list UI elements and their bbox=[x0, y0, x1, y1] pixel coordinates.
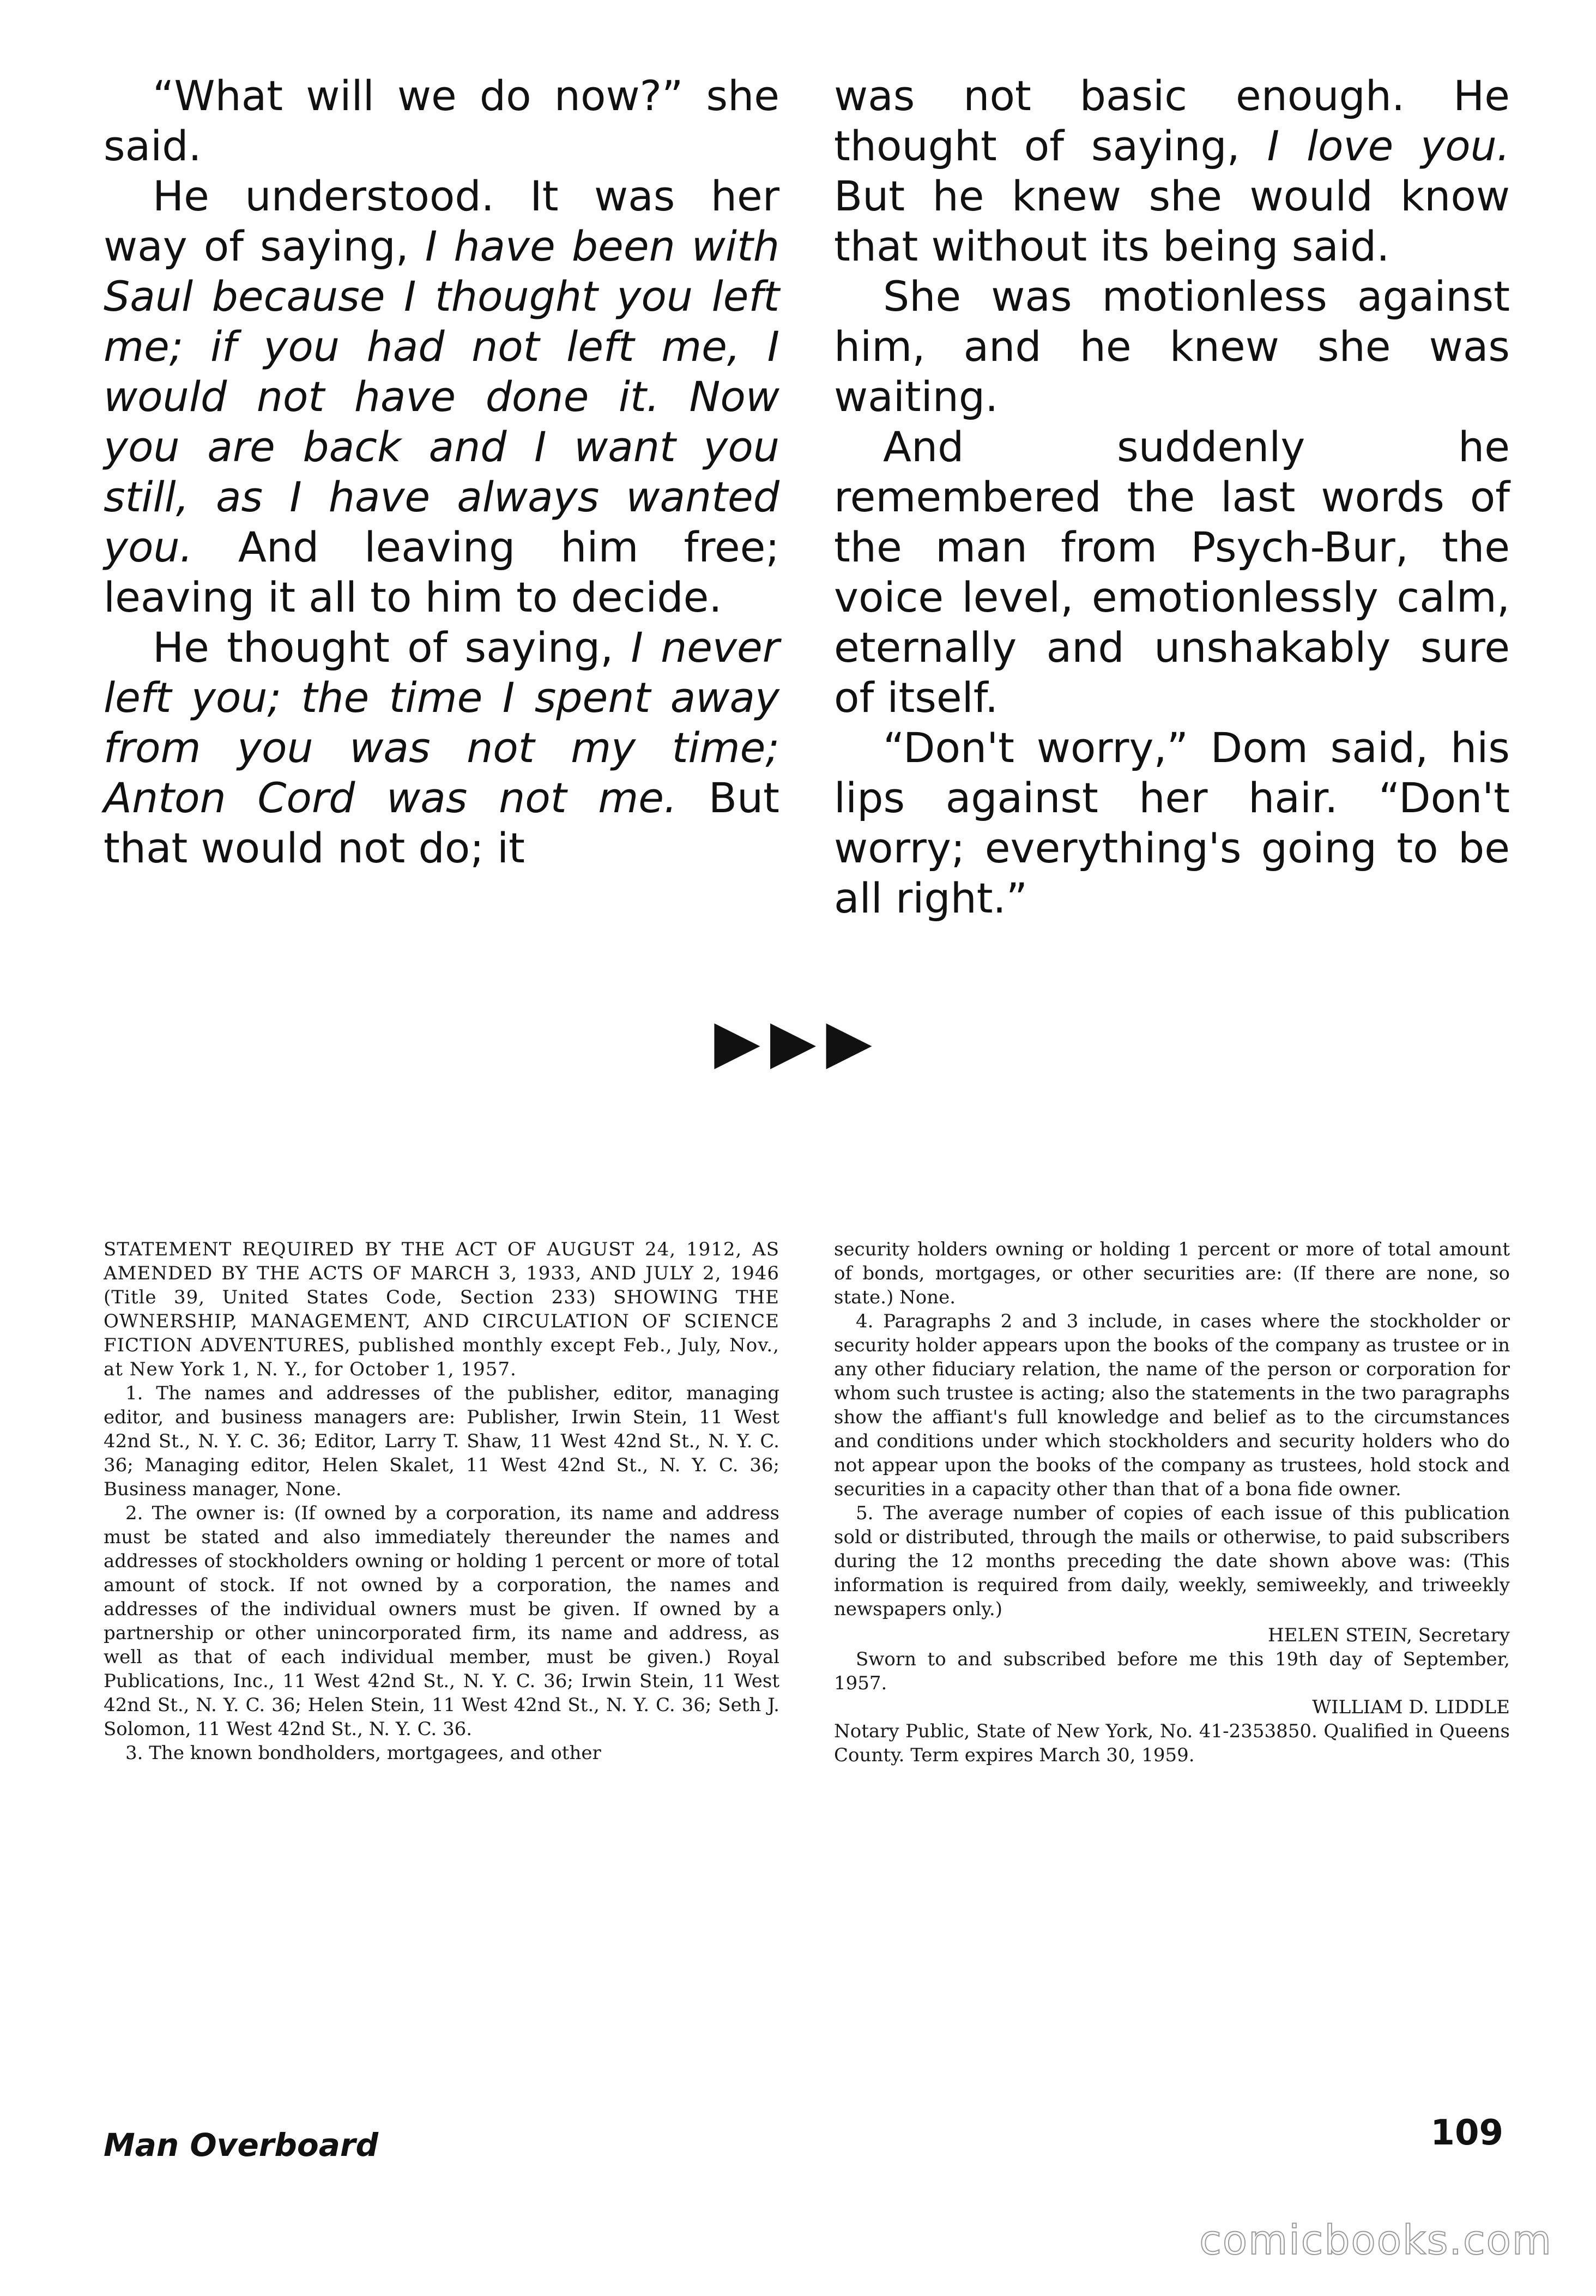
story-italic-text: I never left you; the time I spent away from you was not my time; Anton Cord was not me. bbox=[104, 623, 780, 822]
story-right-column bbox=[834, 71, 1510, 923]
story-text-run: And suddenly he remembered the last words of the man from Psych-Bur, the voice level, emotionlessly calm, eternally and unshakably sure of itself. bbox=[834, 422, 1510, 722]
story-text-run: But that would not do; it bbox=[104, 774, 779, 872]
section-divider-arrows: ▶▶▶ bbox=[714, 1006, 882, 1076]
story-text-run: She was motionless against him, and he knew she was waiting. bbox=[834, 272, 1510, 421]
running-title: Man Overboard bbox=[104, 2126, 379, 2164]
story-paragraph bbox=[104, 171, 779, 623]
statement-paragraph: STATEMENT REQUIRED BY THE ACT OF AUGUST 24, 1912, AS AMENDED BY THE ACTS OF MARCH 3, 1933, AND JULY 2, 1946 (Title 39, United States Code, Section 233) SHOWING THE OWNERSHIP, MANAGEMENT, AND CIRCULATION OF SCIENCE FICTION ADVENTURES, published monthly except Feb., July, Nov., at New York 1, N. Y., for October 1, 1957. bbox=[104, 1238, 779, 1380]
story-paragraph bbox=[834, 71, 1510, 271]
story-paragraph bbox=[104, 71, 779, 171]
story-text bbox=[104, 71, 1510, 923]
story-paragraph bbox=[834, 422, 1510, 723]
statement-paragraph: 2. The owner is: (If owned by a corporation, its name and address must be stated and also immediately thereunder the names and addresses of stockholders owning or holding 1 percent or more of total amount of stock. If not owned by a corporation, the names and addresses of the individual owners must be given. If owned by a partnership or other unincorporated firm, its name and address, as well as that of each individual member, must be given.) Royal Publications, Inc., 11 West 42nd St., N. Y. C. 36; Irwin Stein, 11 West 42nd St., N. Y. C. 36; Helen Stein, 11 West 42nd St., N. Y. C. 36; Seth J. Solomon, 11 West 42nd St., N. Y. C. 36. bbox=[104, 1502, 779, 1740]
statement-paragraph: 1. The names and addresses of the publisher, editor, managing editor, and business managers are: Publisher, Irwin Stein, 11 West 42nd St., N. Y. C. 36; Editor, Larry T. Shaw, 11 West 42nd St., N. Y. C. 36; Managing editor, Helen Skalet, 11 West 42nd St., N. Y. C. 36; Business manager, None. bbox=[104, 1382, 779, 1500]
statement-left-column bbox=[104, 1237, 779, 1767]
story-text-run: “What will we do now?” she said. bbox=[104, 71, 779, 170]
story-paragraph bbox=[834, 723, 1510, 923]
statement-paragraph: Notary Public, State of New York, No. 41-2353850. Qualified in Queens County. Term expires March 30, 1959. bbox=[834, 1720, 1510, 1766]
story-text-run: He thought of saying, bbox=[153, 623, 631, 672]
story-italic-text: I love you. bbox=[1267, 122, 1510, 170]
statement-signature: WILLIAM D. LIDDLE bbox=[1312, 1696, 1510, 1718]
statement-right-column bbox=[834, 1237, 1510, 1767]
story-text-run: And leaving him free; leaving it all to him to decide. bbox=[104, 523, 779, 621]
page-number: 109 bbox=[1430, 2113, 1503, 2153]
story-paragraph bbox=[104, 623, 779, 873]
statement-paragraph: 5. The average number of copies of each issue of this publication sold or distributed, through the mails or otherwise, to paid subscribers during the 12 months preceding the date shown above was: (This information is required from daily, weekly, semiweekly, and triweekly newspapers only.) bbox=[834, 1502, 1510, 1620]
story-italic-text: I have been with Saul because I thought you left me; if you had not left me, I would not have done it. Now you are back and I want you still, as I have always wanted you. bbox=[104, 222, 780, 571]
story-paragraph bbox=[834, 271, 1510, 422]
story-text-run: was not basic enough. He thought of saying, bbox=[834, 71, 1510, 170]
story-left-column bbox=[104, 71, 779, 923]
story-text-run: But he knew she would know that without its being said. bbox=[834, 172, 1510, 270]
statement-paragraph: security holders owning or holding 1 percent or more of total amount of bonds, mortgages, or other securities are: (If there are none, so state.) None. bbox=[834, 1238, 1510, 1308]
story-text-run: “Don't worry,” Dom said, his lips against her hair. “Don't worry; everything's going to be all right.” bbox=[834, 723, 1510, 922]
statement-paragraph: 3. The known bondholders, mortgagees, and other bbox=[125, 1742, 601, 1764]
statement-paragraph: Sworn to and subscribed before me this 19th day of September, 1957. bbox=[834, 1648, 1510, 1694]
watermark: comicbooks.com bbox=[1199, 2217, 1552, 2264]
ownership-statement bbox=[104, 1237, 1510, 1767]
statement-signature: HELEN STEIN, Secretary bbox=[1267, 1624, 1510, 1646]
story-text-run: He understood. It was her way of saying, bbox=[104, 172, 779, 270]
statement-paragraph: 4. Paragraphs 2 and 3 include, in cases where the stockholder or security holder appears upon the books of the company as trustee or in any other fiduciary relation, the name of the person or corporation for whom such trustee is acting; also the statements in the two paragraphs show the affiant's full knowledge and belief as to the circumstances and conditions under which stockholders and security holders who do not appear upon the books of the company as trustees, hold stock and securities in a capacity other than that of a bona fide owner. bbox=[834, 1310, 1510, 1500]
